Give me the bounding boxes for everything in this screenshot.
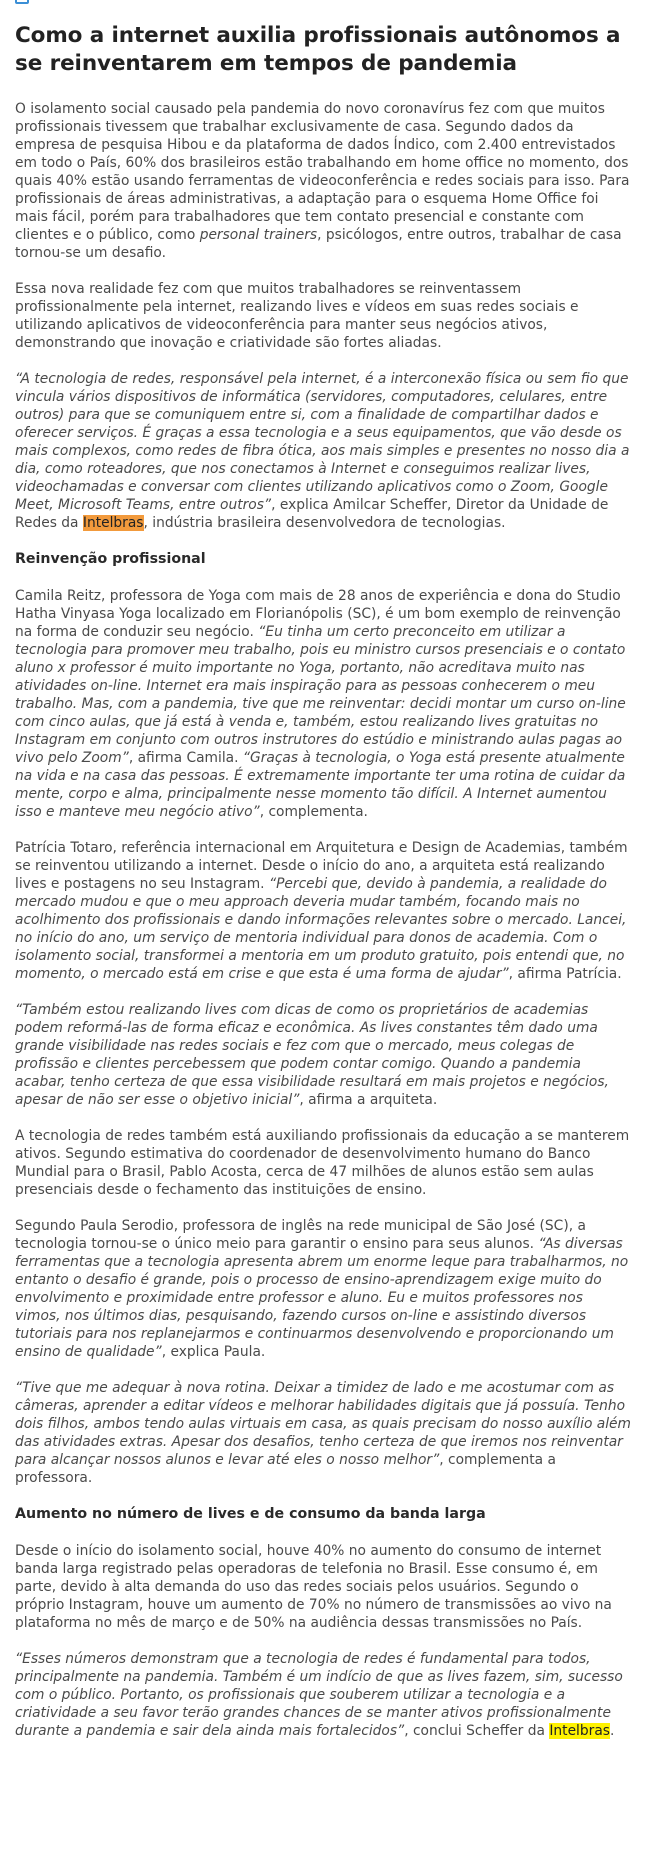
share-icon[interactable] [15,0,29,4]
paragraph-professora [15,1379,631,1487]
brand-highlight[interactable]: Intelbras [82,515,144,531]
text: Patrícia Totaro, referência internacional em Arquitetura e Design de Academias, também se reinventou utilizando a internet. Desde o início do ano, a arquiteta está realizando lives e postagens no seu Instagram. [15,840,628,892]
paragraph-conclusao [15,1650,631,1740]
quote: “Percebi que, devido à pandemia, a realidade do mercado mudou e que o meu approach deveria mudar também, focando mais no acolhimento dos profissionais e dando informações relevantes sobre o mercado. Lancei, no início do ano, um serviço de mentoria individual para donos de academia. Com o isolamento social, transformei a mentoria em um produto gratuito, pois entendi que, no momento, o mercado está em crise e que esta é uma forma de ajudar” [15,876,627,982]
text: , indústria brasileira desenvolvedora de tecnologias. [143,515,506,531]
text: , complementa. [259,804,368,820]
section-heading-aumento: Aumento no número de lives e de consumo da banda larga [15,1506,486,1522]
brand-highlight[interactable]: Intelbras [549,1723,610,1739]
text-italic: personal trainers [199,227,318,243]
text: , conclui Scheffer da [404,1723,550,1739]
paragraph-arquiteta [15,1001,631,1109]
text: Camila Reitz, professora de Yoga com mais de 28 anos de experiência e dona do Studio Hatha Vinyasa Yoga localizado em Florianópolis (SC), é um bom exemplo de reinvenção na forma de conduzir seu negócio. [15,588,621,640]
article [15,22,631,1758]
quote: “Eu tinha um certo preconceito em utilizar a tecnologia para promover meu trabalho, pois eu ministro cursos presenciais e o contato aluno x professor é muito importante no Yoga, portanto, não acreditava muito nas atividades on-line. Internet era mais inspiração para as pessoas conhecerem o meu trabalho. Mas, com a pandemia, tive que me reinventar: decidi montar um curso on-line com cinco aulas, que já está à venda e, também, estou realizando lives gratuitas no Instagram em conjunto com outros instrutores do estúdio e ministrando aulas pagas ao vivo pelo Zoom” [15,624,626,766]
paragraph: A tecnologia de redes também está auxiliando profissionais da educação a se manterem ativos. Segundo estimativa do coordenador de desenvolvimento humano do Banco Mundial para o Brasil, Pablo Acosta, cerca de 47 milhões de alunos estão sem aulas presenciais desde o fechamento das instituições de ensino. [15,1128,630,1198]
text: , explica Paula. [161,1344,266,1360]
paragraph-intro [15,100,631,262]
text: , afirma Patrícia. [508,966,622,982]
paragraph-quote-scheffer [15,370,631,532]
quote: “A tecnologia de redes, responsável pela internet, é a interconexão física ou sem fio que vincula vários dispositivos de informática (servidores, computadores, celulares, entre outros) para que se comuniquem entre si, com a finalidade de compartilhar dados e oferecer serviços. É graças a essa tecnologia e a seus equipamentos, que vão desde os mais complexos, como redes de fibra ótica, aos mais simples e presentes no nosso dia a dia, como roteadores, que nos conectamos à Internet e conseguimos realizar lives, videochamadas e conversar com clientes utilizando aplicativos como o Zoom, Google Meet, Microsoft Teams, entre outros” [15,371,630,513]
quote: “Graças à tecnologia, o Yoga está presente atualmente na vida e na casa das pessoas. É extremamente importante ter uma rotina de cuidar da mente, corpo e alma, principalmente nesse momento tão difícil. A Internet aumentou isso e manteve meu negócio ativo” [15,750,626,820]
paragraph-camila [15,587,631,821]
quote: “Tive que me adequar à nova rotina. Deixar a timidez de lado e me acostumar com as câmeras, aprender a editar vídeos e melhorar habilidades digitais que já possuía. Tenho dois filhos, ambos tendo aulas virtuais em casa, as quais precisam do nosso auxílio além das atividades extras. Apesar dos desafios, tenho certeza de que iremos nos reinventar para alcançar nossos alunos e levar até eles o nosso melhor” [15,1380,631,1468]
text: , psicólogos, entre outros, trabalhar de casa tornou-se um desafio. [15,227,622,261]
text: , afirma Camila. [128,750,243,766]
text: , explica Amilcar Scheffer, Diretor da Unidade de Redes da [15,497,609,531]
paragraph-paula [15,1217,631,1361]
text: , afirma a arquiteta. [299,1092,438,1108]
section-heading-reinvencao: Reinvenção profissional [15,551,206,567]
text: Segundo Paula Serodio, professora de inglês na rede municipal de São José (SC), a tecnologia tornou-se o único meio para garantir o ensino para seus alunos. [15,1218,586,1252]
text: . [609,1723,615,1739]
paragraph: Essa nova realidade fez com que muitos trabalhadores se reinventassem profissionalmente pela internet, realizando lives e vídeos em suas redes sociais e utilizando aplicativos de videoconferência para manter seus negócios ativos, demonstrando que inovação e criatividade são fortes aliadas. [15,281,579,351]
quote: “Esses números demonstram que a tecnologia de redes é fundamental para todos, principalmente na pandemia. Também é um indício de que as lives fazem, sim, sucesso com o público. Portanto, os profissionais que souberem utilizar a tecnologia e a criatividade a seu favor terão grandes chances de se manter ativos profissionalmente durante a pandemia e sair dela ainda mais fortalecidos” [15,1651,623,1739]
paragraph-patricia [15,839,631,983]
article-title: Como a internet auxilia profissionais autônomos a se reinventarem em tempos de pandemia [15,23,621,76]
paragraph: Desde o início do isolamento social, houve 40% no aumento do consumo de internet banda larga registrado pelas operadoras de telefonia no Brasil. Esse consumo é, em parte, devido à alta demanda do uso das redes sociais pelos usuários. Segundo o próprio Instagram, houve um aumento de 70% no número de transmissões ao vivo na plataforma no mês de março e de 50% na audiência dessas transmissões no País. [15,1543,612,1631]
quote: “Também estou realizando lives com dicas de como os proprietários de academias podem reformá-las de forma eficaz e econômica. As lives constantes têm dado uma grande visibilidade nas redes sociais e fez com que o mercado, meus colegas de profissão e clientes percebessem que podem contar comigo. Quando a pandemia acabar, tenho certeza de que essa visibilidade resultará em mais projetos e negócios, apesar de não ser esse o objetivo inicial” [15,1002,609,1108]
text: , complementa a professora. [15,1452,556,1486]
quote: “As diversas ferramentas que a tecnologia apresenta abrem um enorme leque para trabalharmos, no entanto o desafio é grande, pois o processo de ensino-aprendizagem exige muito do envolvimento e proximidade entre professor e aluno. Eu e muitos professores nos vimos, nos últimos dias, pesquisando, fazendo cursos on-line e assistindo diversos tutoriais para nos replanejarmos e continuarmos desenvolvendo e proporcionando um ensino de qualidade” [15,1236,629,1360]
text: O isolamento social causado pela pandemia do novo coronavírus fez com que muitos profissionais tivessem que trabalhar exclusivamente de casa. Segundo dados da empresa de pesquisa Hibou e da plataforma de dados Índico, com 2.400 entrevistados em todo o País, 60% dos brasileiros estão trabalhando em home office no momento, dos quais 40% estão usando ferramentas de videoconferência e redes sociais para isso. Para profissionais de áreas administrativas, a adaptação para o esquema Home Office foi mais fácil, porém para trabalhadores que tem contato presencial e constante com clientes e o público, como [15,101,630,243]
